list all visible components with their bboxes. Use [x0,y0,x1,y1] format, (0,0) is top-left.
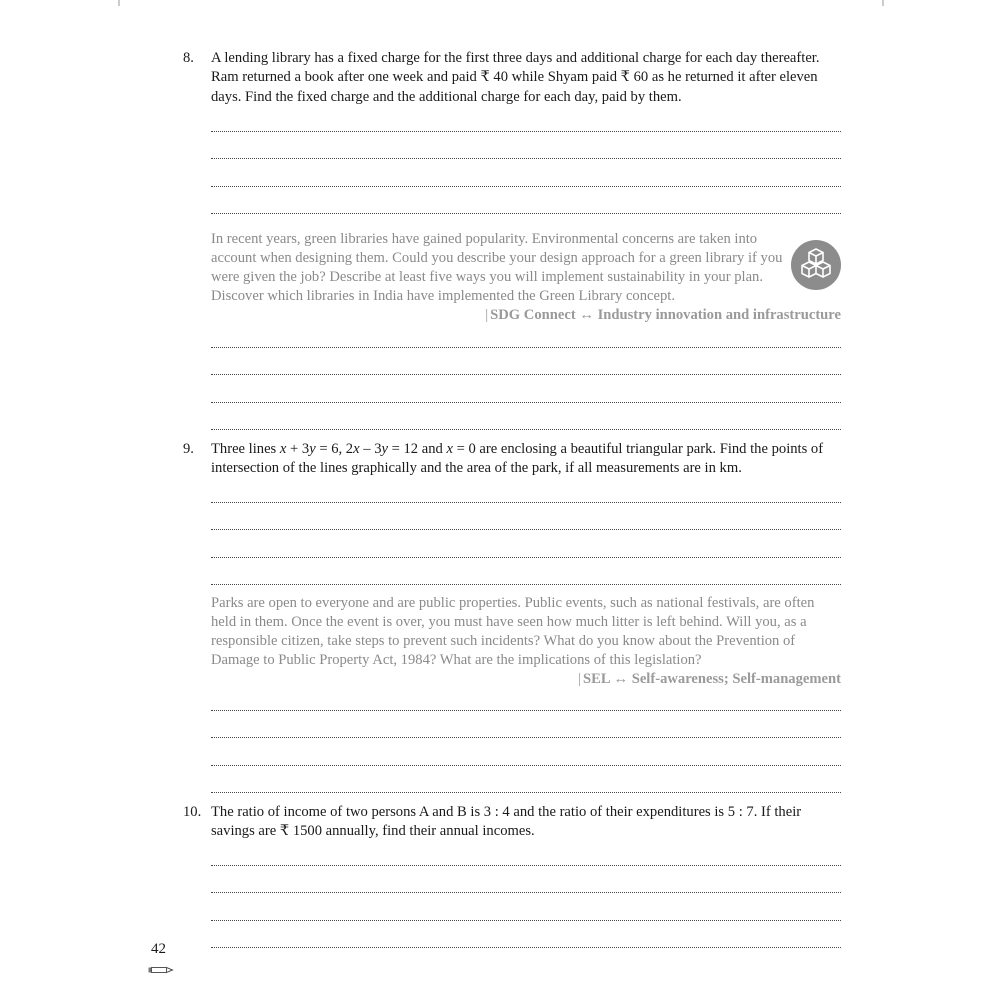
answer-lines-q9 [211,475,841,585]
pencil-icon [148,961,174,979]
question-number: 8. [183,50,194,66]
answer-lines-note2 [211,683,841,793]
answer-lines-note1 [211,320,841,430]
crop-mark-right [882,0,884,6]
answer-line[interactable] [211,159,841,187]
question-text: The ratio of income of two persons A and B is 3 : 4 and the ratio of their expenditures is 5 : 7. If their savings are ₹ 1500 annually, find their annual incomes. [211,804,802,840]
answer-line[interactable] [211,403,841,431]
answer-line[interactable] [211,838,841,866]
answer-line[interactable] [211,348,841,376]
question-10 [183,803,843,842]
question-text: A lending library has a fixed charge for the first three days and additional charge for each day thereafter. Ram returned a book after one week and paid ₹ 40 while Shyam paid ₹ 60 as he returned it after eleven days. Find the fixed charge and the additional charge for each day, paid by them. [211,50,820,105]
question-number: 10. [183,804,202,820]
crop-mark-left [118,0,120,6]
answer-line[interactable] [211,503,841,531]
note-text: In recent years, green libraries have gained popularity. Environmental concerns are taken into account when designing them. Could you describe your design approach for a green library if you were given the job? Describe at least five ways you will implement sustainability in your plan. Discover which libraries in India have implemented the Green Library concept. [211,231,783,304]
answer-line[interactable] [211,104,841,132]
answer-line[interactable] [211,866,841,894]
answer-line[interactable] [211,375,841,403]
note-text: Parks are open to everyone and are public properties. Public events, such as national festivals, are often held in them. Once the event is over, you must have seen how much litter is left behind. Will you, as a responsible citizen, take steps to prevent such incidents? What do you know about the Prevention of Damage to Public Property Act, 1984? What are the implications of this legislation? [211,595,815,668]
sel-note [211,594,841,689]
tag-bar: | [578,671,582,687]
answer-lines-q8 [211,104,841,214]
answer-line[interactable] [211,921,841,949]
answer-line[interactable] [211,475,841,503]
cubes-icon [791,240,841,290]
question-number: 9. [183,441,194,457]
answer-line[interactable] [211,132,841,160]
tag-label: SEL ↔ Self-awareness; Self-management [583,671,841,687]
tag-label: SDG Connect ↔ Industry innovation and infrastructure [490,307,841,323]
answer-line[interactable] [211,893,841,921]
answer-line[interactable] [211,738,841,766]
question-text: Three lines x + 3y = 6, 2x – 3y = 12 and x = 0 are enclosing a beautiful triangular park. Find the points of intersection of the lines graphically and the area of the park, if all measurements are in km. [211,441,824,477]
answer-line[interactable] [211,558,841,586]
tag-bar: | [485,307,489,323]
question-8 [183,49,843,107]
page-number: 42 [151,941,166,957]
answer-line[interactable] [211,766,841,794]
answer-line[interactable] [211,320,841,348]
answer-line[interactable] [211,530,841,558]
answer-line[interactable] [211,187,841,215]
answer-line[interactable] [211,683,841,711]
sdg-connect-note [211,230,841,325]
answer-line[interactable] [211,711,841,739]
answer-lines-q10 [211,838,841,948]
question-9 [183,440,843,479]
